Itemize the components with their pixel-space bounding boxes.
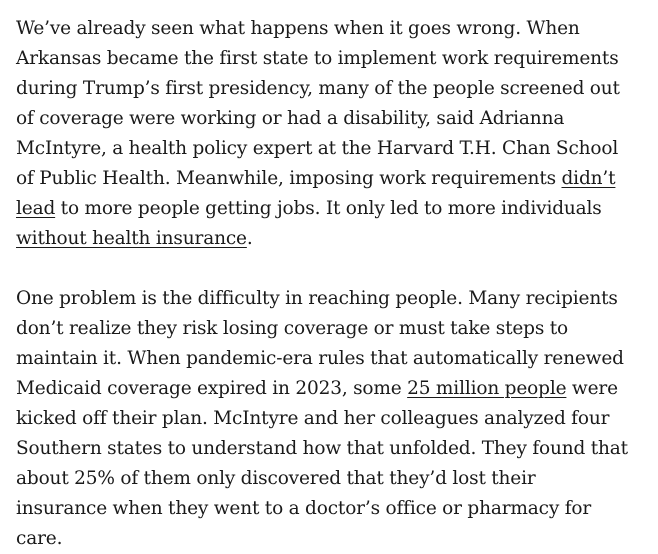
link-didnt-lead[interactable]: didn’t lead: [16, 168, 616, 219]
paragraph-1-text-1: We’ve already seen what happens when it goes wrong. When Arkansas became the first state to implement work requirements during Trump’s first presidency, many of the people screened out of coverage were working or had a disability, said Adrianna McIntyre, a health policy expert at the Harvard T.H. Chan School of Public Health. Meanwhile, imposing work requirements: [16, 18, 620, 189]
paragraph-2-text-1: One problem is the difficulty in reaching people. Many recipients don’t realize they risk losing coverage or must take steps to maintain it. When pandemic-era rules that automatically renewed Medicaid coverage expired in 2023, some: [16, 288, 624, 399]
paragraph-2: [16, 284, 628, 554]
link-25-million-people[interactable]: 25 million people: [407, 378, 567, 399]
link-without-health-insurance[interactable]: without health insurance: [16, 228, 247, 249]
paragraph-2-text-2: were kicked off their plan. McIntyre and her colleagues analyzed four Southern states to understand how that unfolded. They found that about 25% of them only discovered that they’d lost their insurance when they went to a doctor’s office or pharmacy for care.: [16, 378, 628, 549]
paragraph-1: [16, 14, 628, 254]
paragraph-1-text-2: to more people getting jobs. It only led to more individuals: [55, 198, 602, 219]
paragraph-1-text-3: .: [246, 228, 253, 249]
